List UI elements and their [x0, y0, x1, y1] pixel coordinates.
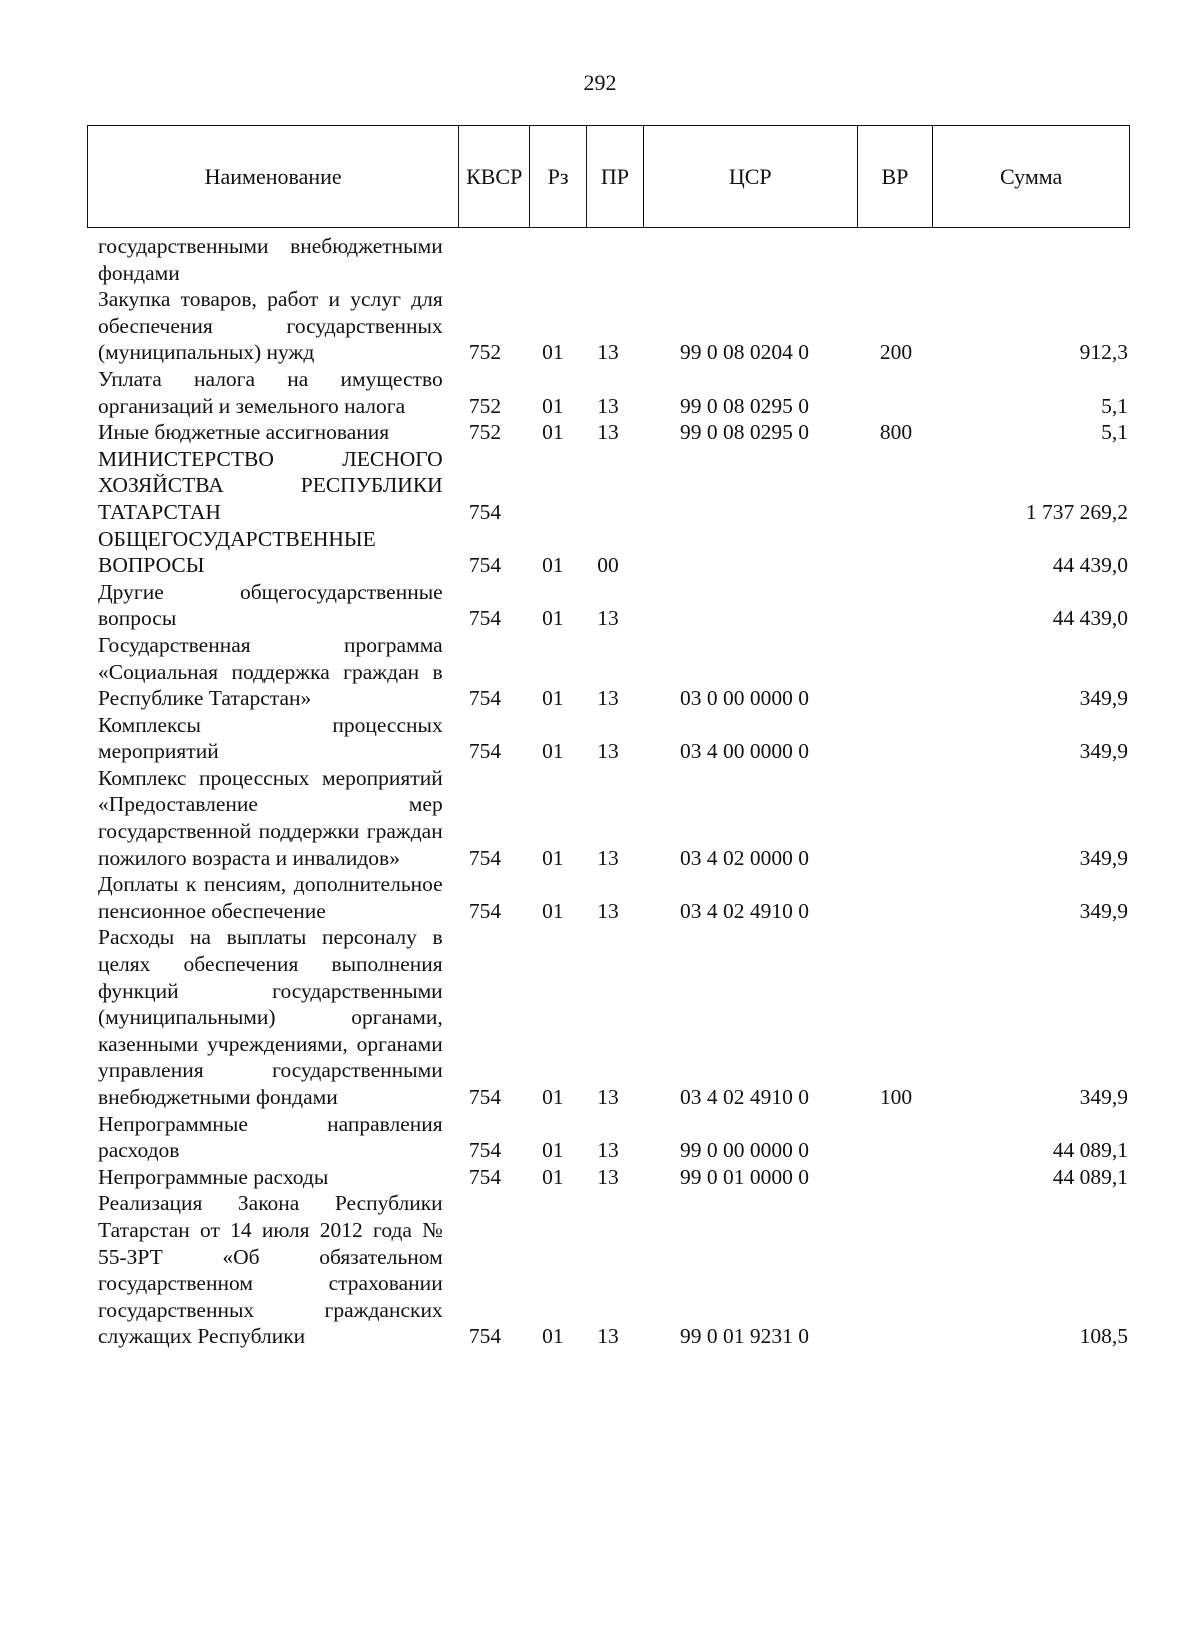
- header-name: Наименование: [88, 126, 459, 227]
- row-rz: 01: [542, 1138, 564, 1163]
- row-pr: 13: [597, 1085, 619, 1109]
- row-name: Уплата налога на имущество организаций и земельного налога: [98, 366, 443, 418]
- row-rz: 01: [542, 739, 564, 764]
- row-name: Доплаты к пенсиям, дополнительное пенсионное обеспечение: [98, 872, 443, 923]
- row-sum: 1 737 269,2: [1025, 499, 1129, 524]
- row-sum: 349,9: [1079, 739, 1129, 764]
- row-sum: 44 089,1: [1052, 1138, 1129, 1163]
- row-csr: 99 0 01 0000 0: [680, 1164, 810, 1189]
- row-kvsr: 754: [468, 1138, 502, 1163]
- row-name: МИНИСТЕРСТВО ЛЕСНОГО ХОЗЯЙСТВА РЕСПУБЛИКИ ТАТАРСТАН: [98, 446, 443, 524]
- header-sum: Сумма: [1000, 163, 1063, 189]
- row-kvsr: 754: [468, 686, 502, 711]
- row-name: Реализация Закона Республики Татарстан от 14 июля 2012 года № 55-ЗРТ «Об обязательном государственном страховании государственных гражданских служащих Республики: [98, 1191, 443, 1349]
- table-row: [98, 286, 1128, 366]
- row-name: Иные бюджетные ассигнования: [98, 420, 390, 445]
- row-csr: 03 4 02 0000 0: [680, 845, 810, 870]
- row-csr: 99 0 08 0295 0: [680, 420, 810, 445]
- row-rz: 01: [542, 1164, 564, 1189]
- header-vr: ВР: [858, 126, 934, 227]
- header-pr: ПР: [587, 126, 644, 227]
- row-kvsr: 754: [468, 606, 502, 631]
- row-rz: 01: [542, 898, 564, 923]
- row-rz: 01: [542, 340, 564, 365]
- row-vr: 100: [879, 1085, 913, 1109]
- row-name: Государственная программа «Социальная поддержка граждан в Республике Татарстан»: [98, 632, 443, 711]
- row-sum: 349,9: [1079, 686, 1129, 711]
- row-pr: 13: [597, 898, 619, 923]
- table-row: [98, 579, 1128, 632]
- row-pr: 13: [597, 739, 619, 764]
- row-sum: 5,1: [1101, 393, 1129, 418]
- header-csr: ЦСР: [644, 126, 858, 227]
- row-sum: 108,5: [1079, 1324, 1129, 1349]
- row-pr: 13: [597, 1324, 619, 1349]
- table-row: [98, 712, 1128, 765]
- table-row: [98, 1190, 1128, 1350]
- row-kvsr: 754: [468, 1324, 502, 1349]
- row-name: ОБЩЕГОСУДАРСТВЕННЫЕ ВОПРОСЫ: [98, 526, 376, 578]
- table-row: [98, 632, 1128, 712]
- row-kvsr: 754: [468, 499, 502, 524]
- row-kvsr: 754: [468, 1085, 502, 1109]
- row-sum: 5,1: [1101, 420, 1129, 445]
- row-sum: 349,9: [1079, 1085, 1129, 1109]
- row-kvsr: 754: [468, 1164, 502, 1189]
- row-sum: 349,9: [1079, 845, 1129, 870]
- table-row: [98, 871, 1128, 924]
- row-name: Непрограммные расходы: [98, 1164, 329, 1189]
- row-rz: 01: [542, 686, 564, 711]
- row-name: Непрограммные направления расходов: [98, 1111, 443, 1163]
- table-row: [98, 446, 1128, 526]
- row-name: Другие общегосударственные вопросы: [98, 579, 443, 631]
- row-kvsr: 752: [468, 420, 502, 445]
- header-rz: Рз: [530, 126, 587, 227]
- table-row: [98, 233, 1128, 286]
- row-csr: 03 4 02 4910 0: [680, 898, 810, 923]
- row-csr: 99 0 08 0295 0: [680, 393, 810, 418]
- table-row: [98, 924, 1128, 1110]
- row-name: Расходы на выплаты персоналу в целях обеспечения выполнения функций государственными (муниципальными) органами, казенными учреждениями, органами управления государственными внебюджетными фондами: [98, 925, 443, 1109]
- row-name: Закупка товаров, работ и услуг для обеспечения государственных (муниципальных) нужд: [98, 287, 443, 365]
- table-row: [98, 765, 1128, 871]
- row-csr: 03 4 00 0000 0: [680, 739, 810, 764]
- row-kvsr: 752: [468, 340, 502, 365]
- row-pr: 13: [597, 606, 619, 631]
- table-header: [87, 125, 1130, 228]
- row-csr: 99 0 01 9231 0: [680, 1324, 810, 1349]
- table-row: [98, 1111, 1128, 1164]
- row-kvsr: 754: [468, 845, 502, 870]
- page-number: 292: [583, 70, 617, 95]
- row-kvsr: 754: [468, 739, 502, 764]
- row-name: Комплекс процессных мероприятий «Предоставление мер государственной поддержки граждан пожилого возраста и инвалидов»: [98, 765, 443, 870]
- row-pr: 13: [597, 393, 619, 418]
- row-kvsr: 754: [468, 553, 502, 578]
- row-sum: 44 439,0: [1052, 553, 1129, 578]
- row-pr: 13: [597, 1138, 619, 1163]
- header-kvsr: КВСР: [459, 126, 530, 227]
- row-sum: 349,9: [1079, 898, 1129, 923]
- row-kvsr: 754: [468, 898, 502, 923]
- row-pr: 00: [597, 553, 619, 578]
- row-csr: 03 4 02 4910 0: [680, 1085, 810, 1109]
- row-rz: 01: [542, 420, 564, 445]
- row-pr: 13: [597, 340, 619, 365]
- row-vr: 200: [879, 340, 913, 365]
- table-row: [98, 366, 1128, 419]
- row-name: государственными внебюджетными фондами: [98, 234, 443, 285]
- row-rz: 01: [542, 1324, 564, 1349]
- row-csr: 99 0 00 0000 0: [680, 1138, 810, 1163]
- row-rz: 01: [542, 845, 564, 870]
- row-pr: 13: [597, 845, 619, 870]
- row-name: Комплексы процессных мероприятий: [98, 712, 443, 764]
- row-kvsr: 752: [468, 393, 502, 418]
- row-rz: 01: [542, 606, 564, 631]
- row-sum: 912,3: [1079, 340, 1129, 365]
- budget-table-body: [98, 233, 1128, 1350]
- row-pr: 13: [597, 420, 619, 445]
- table-row: [98, 419, 1128, 446]
- row-csr: 99 0 08 0204 0: [680, 340, 810, 365]
- row-csr: 03 0 00 0000 0: [680, 686, 810, 711]
- row-pr: 13: [597, 1164, 619, 1189]
- row-pr: 13: [597, 686, 619, 711]
- table-row: [98, 1164, 1128, 1191]
- row-rz: 01: [542, 393, 564, 418]
- table-row: [98, 526, 1128, 579]
- row-sum: 44 439,0: [1052, 606, 1129, 631]
- row-rz: 01: [542, 1085, 564, 1109]
- row-sum: 44 089,1: [1052, 1164, 1129, 1189]
- row-rz: 01: [542, 553, 564, 578]
- row-vr: 800: [879, 420, 913, 445]
